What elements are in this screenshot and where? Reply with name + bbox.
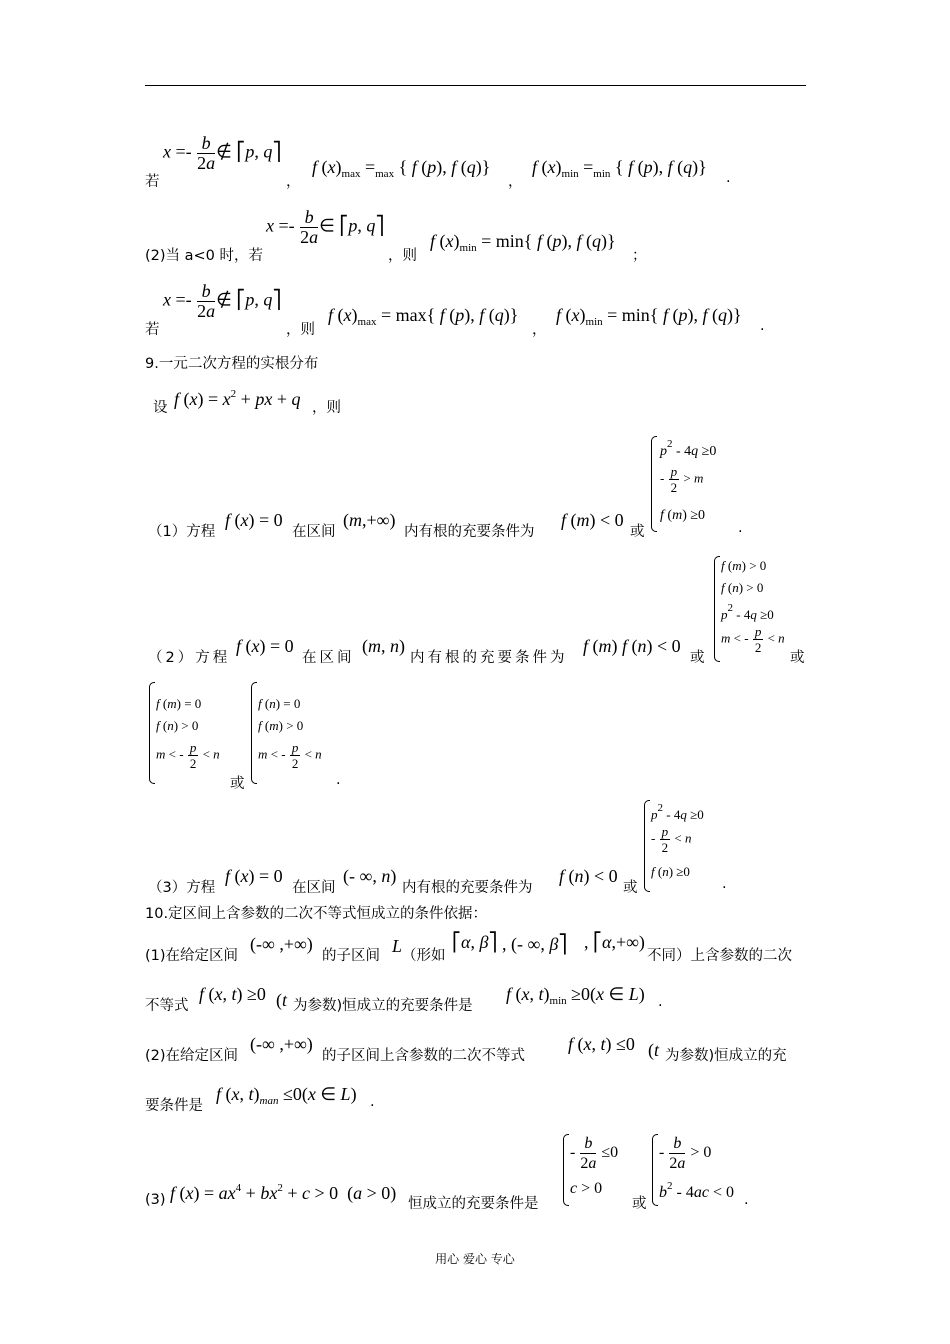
formula-vertex-in: x =- $\frac{b}{2a}$ ∈ ⎡p, q⎤ bbox=[266, 207, 385, 247]
semicolon: ； bbox=[632, 248, 647, 264]
p1-text-e: 不等式 bbox=[145, 998, 189, 1014]
text-huo: 或 bbox=[790, 650, 805, 666]
formula-fmin-1: f $(x)_{min} =_{min}$ { f (p), f (q)} bbox=[532, 157, 707, 180]
formula-L: L bbox=[392, 936, 403, 956]
comma: ， bbox=[508, 174, 523, 190]
formula-fxt-ge0: f (x, t) ≥0 bbox=[199, 984, 266, 1004]
system-brace bbox=[149, 682, 155, 784]
period: . bbox=[738, 520, 743, 536]
formula-min-cond: f (x, $t)_{min} \ge 0(x$ ∈ L) bbox=[506, 984, 645, 1007]
item1-label: （1）方程 bbox=[148, 524, 216, 540]
p1-text-c: （形如 bbox=[402, 948, 446, 964]
comma: ， bbox=[532, 322, 547, 338]
formula-fn-lt0: f (n) < 0 bbox=[559, 866, 618, 886]
comma: ， bbox=[286, 174, 301, 190]
text-huo: 或 bbox=[630, 524, 645, 540]
formula-fmin-2: f $(x)_{min} = \min${ f (p), f (q)} bbox=[430, 231, 616, 254]
formula-vertex-notin: x =- $\frac{b}{2a}$ ∉ ⎡p, q⎤ bbox=[163, 133, 282, 173]
text-huo: 或 bbox=[623, 880, 638, 896]
formula-t: (t bbox=[648, 1040, 660, 1060]
formula-fx-eq0: f (x) = 0 bbox=[236, 636, 294, 656]
formula-fx-eq0: f (x) = 0 bbox=[225, 866, 283, 886]
formula-fmax-1: f $(x)_{max} =_{max}$ { f (p), f (q)} bbox=[312, 157, 491, 180]
formula-alpha-beta: ⎡α, β⎤ bbox=[452, 932, 498, 952]
period: . bbox=[336, 772, 341, 788]
text-zaiqujian: 在区间 bbox=[302, 650, 355, 666]
text-ruo: 若 bbox=[145, 174, 160, 190]
p1-text-b: 的子区间 bbox=[322, 948, 380, 964]
formula-fmin-3: f $(x)_{min} = \min${ f (p), f (q)} bbox=[556, 305, 742, 328]
period: . bbox=[370, 1094, 375, 1110]
formula-fmax-3: f $(x)_{max} = \max${ f (p), f (q)} bbox=[328, 305, 519, 328]
text-ze: ，则 bbox=[388, 248, 417, 264]
header-rule bbox=[145, 85, 806, 86]
p2-text-a: (2)在给定区间 bbox=[145, 1048, 239, 1064]
system-brace bbox=[714, 556, 720, 662]
text-ze2: ，则 bbox=[312, 400, 341, 416]
text-condition: 内有根的充要条件为 bbox=[402, 880, 533, 896]
formula-man-cond: f (x, $t)_{man} \le 0(x$ ∈ L) bbox=[216, 1084, 357, 1107]
formula-interval-m-inf: (m,+∞) bbox=[343, 510, 396, 530]
p3-text-a: (3) bbox=[145, 1192, 166, 1208]
text-condition: 内有根的充要条件为 bbox=[404, 524, 535, 540]
system-brace bbox=[652, 1134, 658, 1206]
item3-label: （3）方程 bbox=[148, 880, 216, 896]
p2-text-c: 为参数)恒成立的充 bbox=[665, 1048, 787, 1064]
formula-neginf-beta: , (- ∞, β⎤ bbox=[502, 934, 568, 954]
formula-fx-eq0: f (x) = 0 bbox=[225, 510, 283, 530]
text-huo: 或 bbox=[690, 650, 705, 666]
p3-text-b: 恒成立的充要条件是 bbox=[408, 1196, 539, 1212]
section-10-title: 10.定区间上含参数的二次不等式恒成立的条件依据： bbox=[145, 906, 488, 922]
formula-t: (t bbox=[276, 990, 288, 1010]
text-zaiqujian: 在区间 bbox=[292, 524, 336, 540]
p2-text-b: 的子区间上含参数的二次不等式 bbox=[322, 1048, 525, 1064]
text-condition: 内有根的充要条件为 bbox=[410, 650, 568, 666]
period: . bbox=[744, 1192, 749, 1208]
formula-quartic: f $(x) = ax^4 + bx^2 + c > 0$ (a > 0) bbox=[170, 1182, 397, 1203]
text-she: 设 bbox=[153, 400, 168, 416]
case2-prefix: (2)当 a<0 时，若 bbox=[145, 248, 264, 264]
period: . bbox=[658, 994, 663, 1010]
item2-label: （2）方程 bbox=[148, 650, 231, 666]
text-huo: 或 bbox=[230, 776, 245, 792]
formula-interval-all: (-∞ ,+∞) bbox=[250, 934, 313, 954]
p1-text-a: (1)在给定区间 bbox=[145, 948, 239, 964]
period: . bbox=[760, 318, 765, 334]
system-brace bbox=[251, 682, 257, 784]
p2-text-d: 要条件是 bbox=[145, 1098, 203, 1114]
formula-interval-m-n: (m, n) bbox=[362, 636, 405, 656]
page-footer: 用心 爱心 专心 bbox=[435, 1252, 515, 1266]
formula-fx-def: f $(x) = x^2$ + px + q bbox=[174, 388, 301, 409]
formula-fxt-le0: f (x, t) ≤0 bbox=[568, 1034, 635, 1054]
p1-text-d: 不同）上含参数的二次 bbox=[647, 948, 792, 964]
formula-vertex-notin-2: x =- $\frac{b}{2a}$ ∉ ⎡p, q⎤ bbox=[163, 281, 282, 321]
formula-interval-all: (-∞ ,+∞) bbox=[250, 1034, 313, 1054]
formula-alpha-inf: , ⎡α,+∞) bbox=[584, 932, 645, 952]
text-zaiqujian: 在区间 bbox=[292, 880, 336, 896]
section-9-title: 9.一元二次方程的实根分布 bbox=[145, 356, 319, 372]
text-ze: ，则 bbox=[286, 322, 315, 338]
system-brace bbox=[651, 436, 657, 532]
system-brace bbox=[644, 800, 650, 892]
period: . bbox=[726, 170, 731, 186]
formula-fm-lt0: f (m) < 0 bbox=[561, 510, 624, 530]
text-ruo: 若 bbox=[145, 322, 160, 338]
system-brace bbox=[563, 1134, 569, 1206]
p1-text-f: 为参数)恒成立的充要条件是 bbox=[293, 998, 473, 1014]
period: . bbox=[722, 876, 727, 892]
formula-interval-neginf-n: (- ∞, n) bbox=[343, 866, 397, 886]
formula-fmfn-lt0: f (m) f (n) < 0 bbox=[583, 636, 681, 656]
text-huo: 或 bbox=[632, 1196, 647, 1212]
